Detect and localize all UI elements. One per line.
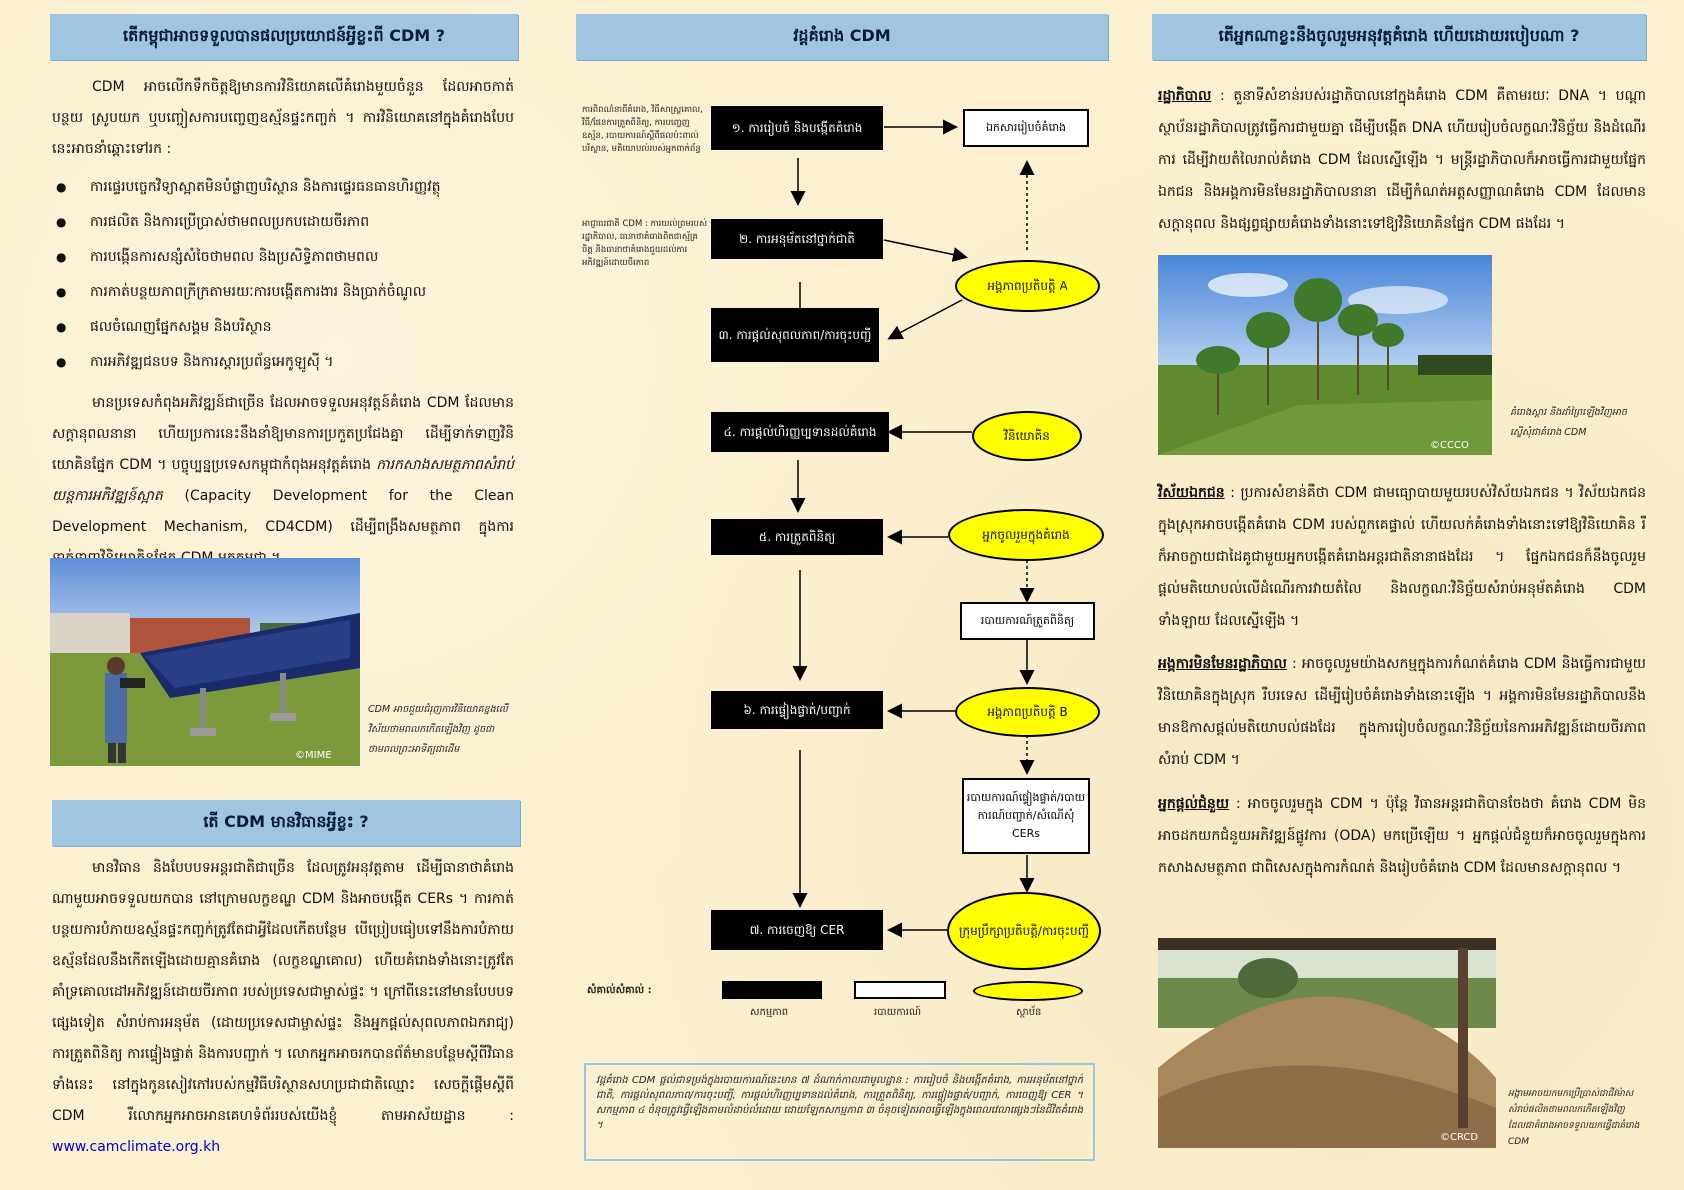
para2-text-a: មានប្រទេសកំពុងអភិវឌ្ឍន៍ជាច្រើន ដែលអាចទទួលអនុវត្តន៍គំរោង CDM ដែលមានសក្តានុពលនានា ហើយប្រការនេះនឹងនាំឱ្យមានការប្រកួតប្រជែងគ្នា ដើម្បីទាក់ទាញវិនិយោគិនផ្នែក CDM ។ បច្ចុប្បន្នប្រទេសកម្ពុជាកំពុងអនុវត្តគំរោង: [52, 395, 514, 473]
donor-label: អ្នកផ្តល់ជំនួយ: [1158, 796, 1230, 812]
benefit-item: ● ការផលិត និងការប្រើប្រាស់ថាមពលប្រកបដោយចីរភាព: [50, 205, 512, 240]
legend-activity-label: សកម្មភាព: [750, 1007, 789, 1018]
rice-husk-photo-credit: ©CRCD: [1440, 1132, 1479, 1143]
project-design-document-box: ឯកសាររៀបចំគំរោង: [963, 109, 1089, 147]
cycle-footnote: វដ្តគំរោង CDM ផ្តល់ជាទម្រង់ក្នុងរបាយការណ៍នេះមាន ៧ ដំណាក់កាលជាមូលដ្ឋាន : ការរៀបចំ និងបង្កើតគំរោង, ការអនុម័តនៅថ្នាក់ជាតិ, ការផ្តល់សុពលភាព/ការចុះបញ្ជី, ការផ្តល់ហិរញ្ញប្បទានដល់គំរោង, ការត្រួតពិនិត្យ, ការផ្ទៀងផ្ទាត់/បញ្ជាក់, ការចេញឱ្យ CER ។ សកម្មភាព ៤ ចំនុចត្រូវធ្វើឡើងតាមលំដាប់លំដោយ ដោយឡែកសកម្មភាព ៣ ចំនុចទៀតអាចធ្វើឡើងក្នុងពេលវេលាផ្សេងៗនៃជីវិតគំរោង ។: [596, 1075, 1083, 1131]
stage1-note: ការពិពណ៌នាពីគំរោង, វិធីសាស្ត្រគោល, វិធី/ផែនការត្រួតពិនិត្យ, ការបញ្ចេញឧស្ម័ន, របាយការណ៍ស្តីពីផលប៉ះពាល់បរិស្ថាន, មតិយោបល់របស់អ្នកពាក់ព័ន្ធ: [582, 105, 703, 154]
right-header: [1152, 14, 1646, 60]
donor-text: : អាចចូលរួមក្នុង CDM ។ ប៉ុន្តែ វិធានអន្តរជាតិបានចែងថា គំរោង CDM មិនអាចដកយកជំនួយអភិវឌ្ឍន៍ផ្លូវការ (ODA) មកប្រើឡើយ ។ អ្នកផ្តល់ជំនួយក៏អាចចូលរួមក្នុងការកសាងសមត្ថភាព ជាពិសេសក្នុងការកំណត់ និងរៀបចំគំរោង CDM ដែលមានសក្តានុពល ។: [1158, 796, 1647, 876]
government-section: [1158, 80, 1646, 240]
rice-husk-photo: [1158, 938, 1496, 1148]
ngo-section: [1158, 648, 1646, 776]
rice-husk-photo-caption: អង្កាមអាចយកមកប្រើប្រាស់ជាជីវម៉ាស សំរាប់ផលិតថាមពលកកើតឡើងវិញ ដែលជាគំរោងអាចទទួលយកធ្វើជាគំរោង CDM: [1508, 1089, 1640, 1147]
reforestation-photo-caption: គំរោងស្តារ និងដាំព្រៃឡើងវិញអាចស្នើសុំជាគំរោង CDM: [1510, 407, 1627, 438]
donor-section: [1158, 788, 1646, 884]
benefit-item: ● ផលចំណេញផ្នែកសង្គម និងបរិស្ថាន: [50, 310, 512, 345]
operational-entity-b: អង្គភាពប្រតិបត្តិ B: [955, 687, 1100, 737]
private-sector-section: [1158, 477, 1646, 637]
executive-board-ellipse: ក្រុមប្រឹក្សាប្រតិបត្តិ/ការចុះបញ្ជី: [947, 892, 1101, 970]
project-participant-ellipse: អ្នកចូលរួមក្នុងគំរោង: [948, 509, 1104, 561]
rules-paragraph: មានវិធាន និងបែបបទអន្តរជាតិជាច្រើន ដែលត្រូវអនុវត្តតាម ដើម្បីធានាថាគំរោងណាមួយអាចទទួលយកបាន នៅក្រោមលក្ខខណ្ឌ CDM និងអាចបង្កើត CERs ។ ការកាត់បន្ថយការបំភាយឧស្ម័នផ្ទះកញ្ចក់ត្រូវតែជាអ្វីដែលកើតបន្ថែម បើប្រៀបធៀបទៅនឹងការបំភាយឧស្ម័នដែលនឹងកើតឡើងដោយគ្មានគំរោង (លក្ខខណ្ឌគោល) ហើយគំរោងទាំងនោះត្រូវតែគាំទ្រគោលដៅអភិវឌ្ឍន៍ដោយចីរភាព របស់ប្រទេសជាម្ចាស់ផ្ទះ ។ ក្រៅពីនេះនៅមានបែបបទផ្សេងទៀត សំរាប់ការអនុម័ត (ដោយប្រទេសជាម្ចាស់ផ្ទះ និងអ្នកផ្តល់សុពលភាពឯករាជ្យ) ការត្រួតពិនិត្យ ការផ្ទៀងផ្ទាត់ និងការបញ្ជាក់ ។ លោកអ្នកអាចរកបានព័ត៌មានបន្ថែមស្តីពីវិធានទាំងនេះ នៅក្នុងកូនសៀវភៅរបស់កម្មវិធីបរិស្ថានសហប្រជាជាតិឈ្មោះ សេចក្តីផ្តើមស្តីពី CDM រឺលោកអ្នកអាចអានគេហទំព័ររបស់យើងខ្ញុំ តាមអាស័យដ្ឋាន :: [52, 860, 514, 1124]
benefit-item: ● ការផ្ទេរបច្ចេកវិទ្យាស្អាតមិនបំផ្លាញបរិស្ថាន និងការផ្ទេរធនធានហិរញ្ញវត្ថុ: [50, 170, 512, 205]
solar-photo-caption: CDM អាចជួយជំរុញការវិនិយោគខ្នងលើវិស័យថាមពលកកើតឡើងវិញ ដូចជាថាមពលព្រះអាទិត្យជាដើម: [368, 704, 508, 755]
private-sector-label: វិស័យឯកជន: [1158, 485, 1225, 501]
ngo-text: : អាចចូលរួមយ៉ាងសកម្មក្នុងការកំណត់គំរោង CDM និងធ្វើការជាមួយវិនិយោគិនក្នុងស្រុក រឺបរទេស ដើម្បីរៀបចំគំរោងទាំងនោះឡើង ។ អង្គការមិនមែនរដ្ឋាភិបាលនឹងមានឱកាសផ្តល់មតិយោបល់ផងដែរ ក្នុងការរៀបចំលក្ខណៈវិនិច្ឆ័យនៃការអភិវឌ្ឍន៍ដោយចីរភាពសំរាប់ CDM ។: [1158, 656, 1647, 768]
stage-5-box: ៥. ការត្រួតពិនិត្យ: [711, 519, 883, 555]
verification-report-box: របាយការណ៍ផ្ទៀងផ្ទាត់/របាយការណ៍បញ្ជាក់/សំណើសុំ CERs: [962, 778, 1090, 854]
stage-7-box: ៧. ការចេញឱ្យ CER: [711, 910, 883, 950]
stage-6-box: ៦. ការផ្ទៀងផ្ទាត់/បញ្ជាក់: [711, 691, 883, 729]
legend-report-label: របាយការណ៍: [874, 1007, 922, 1018]
private-sector-text: : ប្រការសំខាន់គឺថា CDM ជាមធ្យោបាយមួយរបស់វិស័យឯកជន ។ វិស័យឯកជនក្នុងស្រុកអាចបង្កើតគំរោង CDM របស់ពួកគេផ្ទាល់ ហើយលក់គំរោងទាំងនោះទៅឱ្យវិនិយោគិន រឺក៏អាចក្លាយជាដៃគូជាមួយអ្នកបង្កើតគំរោងអន្តរជាតិនានាផងដែរ ។ ផ្នែកឯកជនក៏នឹងចូលរួមផ្តល់មតិយោបល់លើដំណើរការវាយតំលៃ និងលក្ខណៈវិនិច្ឆ័យសំរាប់អនុម័តគំរោង CDM ទាំងឡាយ ដែលស្នើឡើង ។: [1158, 485, 1646, 629]
stage-2-box: ២. ការអនុម័តនៅថ្នាក់ជាតិ: [711, 219, 883, 259]
legend-title: សំគាល់សំគាល់ :: [587, 985, 652, 996]
legend-report-swatch: [854, 981, 946, 999]
legend-institution-label: ស្ថាប័ន: [1016, 1007, 1042, 1018]
left-header-title: តើកម្ពុជាអាចទទួលបានផលប្រយោជន៍អ្វីខ្លះពី CDM ?: [123, 26, 445, 45]
stage-1-box: ១. ការរៀបចំ និងបង្កើតគំរោង: [711, 106, 883, 150]
cycle-header-title: វដ្តគំរោង CDM: [793, 26, 891, 45]
cycle-footnote-box: [584, 1063, 1095, 1161]
stage-3-box: ៣. ការផ្តល់សុពលភាព/ការចុះបញ្ជី: [711, 308, 879, 362]
investor-ellipse: វិនិយោគិន: [972, 411, 1082, 461]
intro-paragraph: CDM អាចលើកទឹកចិត្តឱ្យមានការវិនិយោគលើគំរោងមួយចំនួន ដែលអាចកាត់បន្ថយ ស្រូបយក ឬបញ្ចៀសការបញ្ចេញឧស្ម័នផ្ទះកញ្ចក់ ។ ការវិនិយោគនៅក្នុងគំរោងបែបនេះអាចនាំឆ្ពោះទៅរក :: [52, 79, 514, 157]
rules-header-title: តើ CDM មានវិធានអ្វីខ្លះ ?: [203, 812, 369, 831]
benefit-item: ● ការអភិវឌ្ឍជនបទ និងការស្តារប្រព័ន្ធអេកូឡូស៊ី ។: [50, 345, 512, 380]
website-link[interactable]: www.camclimate.org.kh: [52, 1139, 221, 1155]
operational-entity-a: អង្គភាពប្រតិបត្តិ A: [955, 260, 1100, 312]
government-text: : តួនាទីសំខាន់របស់រដ្ឋាភិបាលនៅក្នុងគំរោង CDM គឺតាមរយៈ DNA ។ បណ្តាស្ថាប័នរដ្ឋាភិបាលត្រូវធ្វើការជាមួយគ្នា ដើម្បីបង្កើត DNA ហើយរៀបចំលក្ខណៈវិនិច្ឆ័យ និងដំណើរការ ដើម្បីវាយតំលៃរាល់គំរោង CDM ដែលស្នើឡើង ។ មន្ត្រីរដ្ឋាភិបាលក៏អាចធ្វើការជាមួយផ្នែកឯកជន និងអង្គការមិនមែនរដ្ឋាភិបាលនានា ដើម្បីកំណត់អត្តសញ្ញាណគំរោង CDM ដែលមានសក្តានុពល និងផ្សព្វផ្សាយគំរោងទាំងនោះទៅឱ្យវិនិយោគិនផ្នែក CDM ផងដែរ ។: [1158, 88, 1647, 232]
government-label: រដ្ឋាភិបាល: [1158, 88, 1212, 104]
stage-4-box: ៤. ការផ្តល់ហិរញ្ញប្បទានដល់គំរោង: [711, 412, 889, 452]
solar-photo-credit: ©MIME: [295, 750, 332, 761]
reforestation-photo-credit: ©CCCO: [1430, 440, 1469, 451]
para2-italic: ការកសាងសមត្ថភាពសំរាប់យន្តការអភិវឌ្ឍន៍ស្អាត: [52, 457, 515, 504]
para2-text-b: (Capacity Development for the Clean Development Mechanism, CD4CDM) ដើម្បីពង្រឹងសមត្ថភាព ក្នុងការ: [52, 488, 514, 535]
benefit-item: ● ការកាត់បន្ថយភាពក្រីក្រតាមរយៈការបង្កើតការងារ និងប្រាក់ចំណូល: [50, 275, 512, 310]
monitoring-report-box: របាយការណ៍ត្រួតពិនិត្យ: [960, 602, 1095, 640]
ngo-label: អង្គការមិនមែនរដ្ឋាភិបាល: [1158, 656, 1287, 672]
legend-institution-swatch: [973, 981, 1083, 1001]
stage2-note: អាជ្ញាធរជាតិ CDM : ការយល់ព្រមរបស់រដ្ឋាភិបាល, ធានាថាគំរោងពិតជាស្ម័គ្រចិត្ត និងធានាថាគំរោងជួយដល់ការអភិវឌ្ឍន៍ដោយចីរភាព: [582, 219, 708, 268]
right-header-title: តើអ្នកណាខ្លះនឹងចូលរួមអនុវត្តគំរោង ហើយដោយរបៀបណា ?: [1218, 26, 1580, 45]
legend-activity-swatch: [722, 981, 822, 999]
reforestation-photo: [1158, 255, 1492, 455]
benefit-item: ● ការបង្កើនការសន្សំសំចៃថាមពល និងប្រសិទ្ធិភាពថាមពល: [50, 240, 512, 275]
